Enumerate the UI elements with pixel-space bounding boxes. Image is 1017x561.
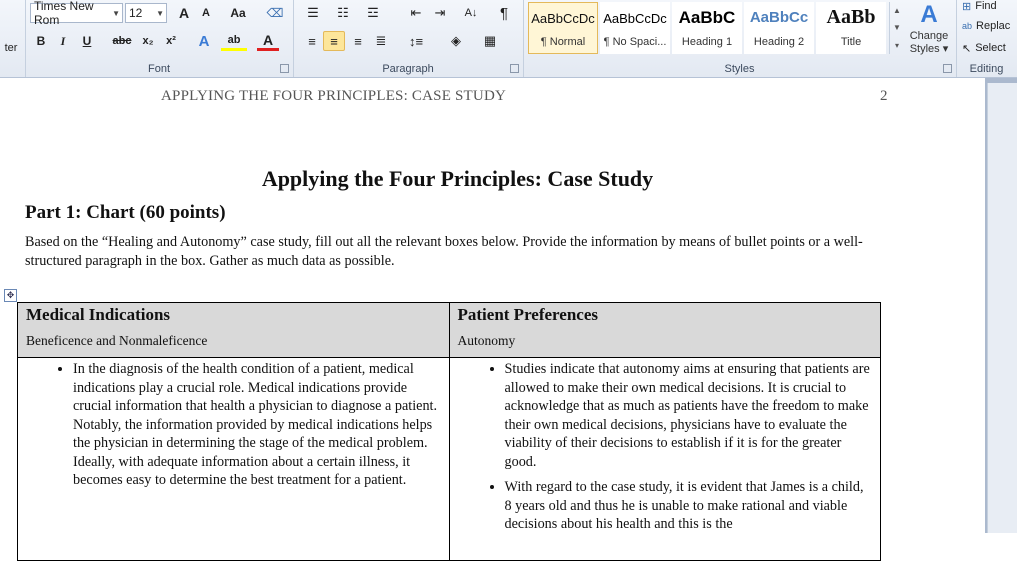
paragraph-dialog-launcher-icon[interactable] [510,64,519,73]
font-dialog-launcher-icon[interactable] [280,64,289,73]
increase-indent-icon[interactable]: ⇥ [434,5,446,20]
select-button[interactable] [962,38,1017,58]
more-icon[interactable]: ▾ [894,40,899,50]
replace-icon: ab [962,21,973,31]
style-sample: AaBbCcDc [603,11,667,26]
style-name: Heading 1 [681,36,733,48]
font-size-value: 12 [129,6,143,20]
font-name-value: Times New Rom [34,0,94,27]
change-styles-label-2: Styles ▾ [909,43,949,55]
format-painter-button[interactable]: ter [4,42,18,54]
medical-indications-subheading: Beneficence and Nonmaleficence [26,333,208,348]
change-styles-button[interactable] [906,0,952,62]
font-size-combo[interactable] [125,3,167,23]
grow-font-button[interactable]: A [178,5,190,21]
medical-indications-heading: Medical Indications [26,305,171,324]
align-left-icon[interactable]: ≡ [308,33,316,49]
borders-icon[interactable]: ▦ [483,33,497,48]
patient-preferences-subheading: Autonomy [457,333,516,348]
style-sample: AaBbC [678,8,736,27]
document-title[interactable]: Applying the Four Principles: Case Study [261,166,654,191]
subscript-button[interactable]: x₂ [142,35,154,47]
editing-group-label: Editing [969,63,1004,75]
cursor-icon: ↖ [962,42,972,55]
page-number: 2 [880,88,888,104]
change-case-button[interactable]: Aa [230,6,246,20]
find-button[interactable] [962,0,1017,16]
line-spacing-icon[interactable]: ↕≡ [408,33,424,49]
change-styles-icon: A [920,1,938,28]
replace-button[interactable] [962,16,1017,36]
multilevel-list-icon[interactable]: ☲ [367,5,379,20]
style-heading-1[interactable] [672,2,742,54]
case-study-table [17,302,881,561]
ribbon [0,0,1017,78]
change-styles-label: Change [909,30,949,42]
highlight-button[interactable]: ab [221,31,247,51]
chevron-down-icon: ▼ [112,8,120,18]
clipboard-group [0,0,26,77]
list-item: • In the diagnosis of the health condition of a patient, medical indications play a crucial role. Medical indications provide crucial information that health a physician to diagnose a patient. Notably, the information provided by medical indications helps the physician in determining the stage of the medical problem. Ideally, with adequate information about a certain illness, it becomes easy to determine the best treatment for a patient. [73,360,441,490]
style-name: ¶ Normal [540,36,586,48]
paragraph-group-label: Paragraph [382,63,434,75]
style-normal[interactable] [528,2,598,54]
justify-icon[interactable]: ≣ [375,33,387,48]
shrink-font-button[interactable]: A [202,7,210,19]
page-header: APPLYING THE FOUR PRINCIPLES: CASE STUDY [161,88,507,104]
scroll-down-icon[interactable]: ▼ [893,23,901,33]
patient-preferences-heading: Patient Preferences [457,305,598,324]
binoculars-icon: ⊞ [962,0,972,13]
styles-dialog-launcher-icon[interactable] [943,64,952,73]
style-sample: AaBbCcDc [531,11,595,26]
style-no-spacing[interactable] [600,2,670,54]
strikethrough-button[interactable]: abc [112,35,132,47]
font-group-label: Font [147,63,170,75]
patient-preferences-list [450,360,881,534]
show-formatting-button[interactable]: ¶ [499,4,509,22]
paragraph-group [293,0,524,77]
table-move-handle-icon[interactable]: ✥ [4,289,17,302]
chevron-down-icon: ▼ [156,8,164,18]
styles-group-label: Styles [724,63,755,75]
select-label: Select [975,42,1006,54]
medical-indications-header-cell[interactable] [18,303,450,358]
medical-indications-list [18,360,449,490]
bullets-icon[interactable]: ☰ [307,5,319,20]
text-effects-button[interactable]: A [198,32,210,50]
list-item: • With regard to the case study, it is evident that James is a child, 8 years old and thus he is unable to make rational and viable decisions about his health and this is the [505,478,873,534]
style-sample: AaBbCc [749,9,809,26]
style-name: Heading 2 [753,36,805,48]
styles-group [523,0,957,77]
style-name: Title [840,36,862,48]
scroll-up-icon[interactable]: ▲ [893,6,901,16]
align-right-icon[interactable]: ≡ [354,33,362,49]
superscript-button[interactable]: x² [166,35,176,47]
medical-indications-body-cell[interactable] [18,358,450,561]
underline-button[interactable]: U [82,34,92,48]
italic-button[interactable]: I [60,33,66,48]
decrease-indent-icon[interactable]: ⇤ [410,5,422,20]
editing-group [956,0,1017,77]
bold-button[interactable]: B [36,34,46,48]
part-heading[interactable]: Part 1: Chart (60 points) [25,202,226,223]
align-center-icon[interactable]: ≡ [323,31,345,51]
font-group [25,0,294,77]
clear-formatting-icon[interactable]: ⌫ [266,6,284,20]
list-item: • Studies indicate that autonomy aims at ensuring that patients are allowed to make their own medical decisions. It is crucial to acknowledge that as much as patients have the freedom to make their own medical decisions, physicians have to evaluate the viability of their decisions to establish if it is for the greater good. [505,360,873,471]
replace-label: Replac [976,20,1011,32]
style-title[interactable] [816,2,886,54]
intro-paragraph[interactable]: Based on the “Healing and Autonomy” case study, fill out all the relevant boxes below. Provide the information by means of bullet points or a well-structured paragraph in the box. Gather as much data as possible. [25,234,863,269]
style-heading-2[interactable] [744,2,814,54]
styles-gallery-scroll[interactable] [889,2,904,54]
style-name: ¶ No Spaci... [603,36,667,48]
vertical-scrollbar[interactable] [987,83,1017,533]
find-label: Find [975,0,997,12]
numbering-icon[interactable]: ☷ [337,5,349,20]
style-sample: AaBb [826,6,876,28]
patient-preferences-header-cell[interactable] [449,303,881,358]
font-name-combo[interactable] [30,0,123,27]
patient-preferences-body-cell[interactable] [449,358,881,561]
shading-icon[interactable]: ◈ [451,33,461,48]
sort-button[interactable]: A↓ [464,7,478,19]
font-color-button[interactable]: A [257,31,279,51]
